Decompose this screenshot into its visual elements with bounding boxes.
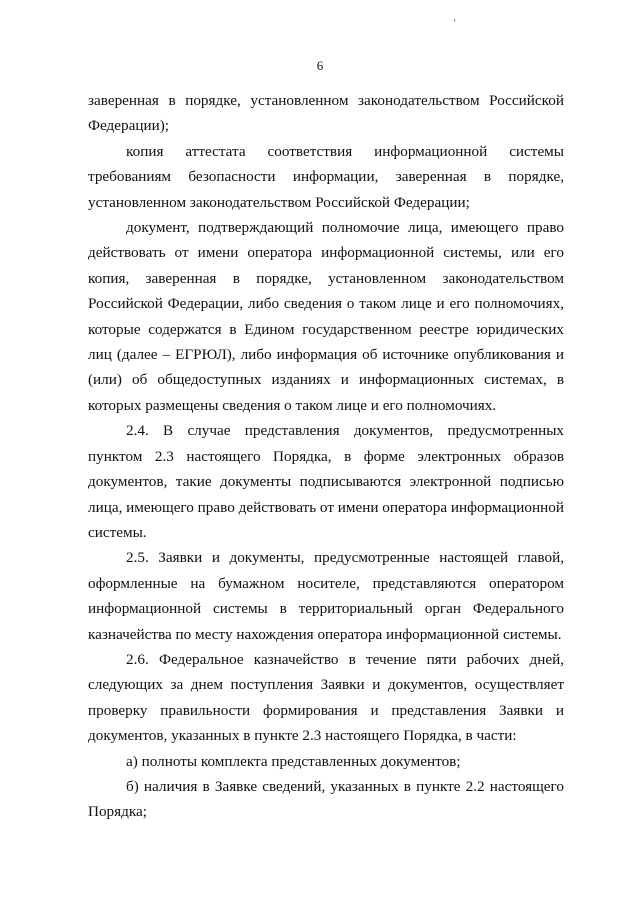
paragraph-authority-document: документ, подтверждающий полномочие лица, имеющего право действовать от имени оператора информационной системы, или его копия, заверенная в порядке, установленном законодательством Российской Федерации, либо сведения о таком лице и его полномочиях, которые содержатся в Едином государственном реестре юридических лиц (далее – ЕГРЮЛ), либо информация об источнике опубликования и (или) об общедоступных изданиях и информационных системах, в которых размещены сведения о таком лице и его полномочиях. xyxy=(88,219,564,414)
paragraph-2-4: 2.4. В случае представления документов, предусмотренных пунктом 2.3 настоящего Порядка, в форме электронных образов документов, такие документы подписываются электронной подписью лица, имеющего право действовать от имени оператора информационной системы. xyxy=(88,422,564,541)
paragraph-continuation: заверенная в порядке, установленном законодательством Российской Федерации); xyxy=(88,92,564,135)
paragraph-2-6: 2.6. Федеральное казначейство в течение пяти рабочих дней, следующих за днем поступления Заявки и документов, осуществляет проверку правильности формирования и представления Заявки и документов, указанных в пункте 2.3 настоящего Порядка, в части: xyxy=(88,650,564,745)
paragraph-2-5: 2.5. Заявки и документы, предусмотренные настоящей главой, оформленные на бумажном носителе, представляются оператором информационной системы в территориальный орган Федерального казначейства по месту нахождения оператора информационной системы. xyxy=(88,549,564,643)
paragraph-2-6-a: а) полноты комплекта представленных документов; xyxy=(126,752,461,770)
paragraph-attestat-copy: копия аттестата соответствия информационной системы требованиям безопасности информации, заверенная в порядке, установленном законодательством Российской Федерации; xyxy=(88,142,564,211)
paragraph-2-6-b: б) наличия в Заявке сведений, указанных в пункте 2.2 настоящего Порядка; xyxy=(88,777,564,821)
page-number: 6 xyxy=(316,58,324,73)
document-body xyxy=(88,88,564,825)
scan-mark: ‘ xyxy=(453,18,457,29)
